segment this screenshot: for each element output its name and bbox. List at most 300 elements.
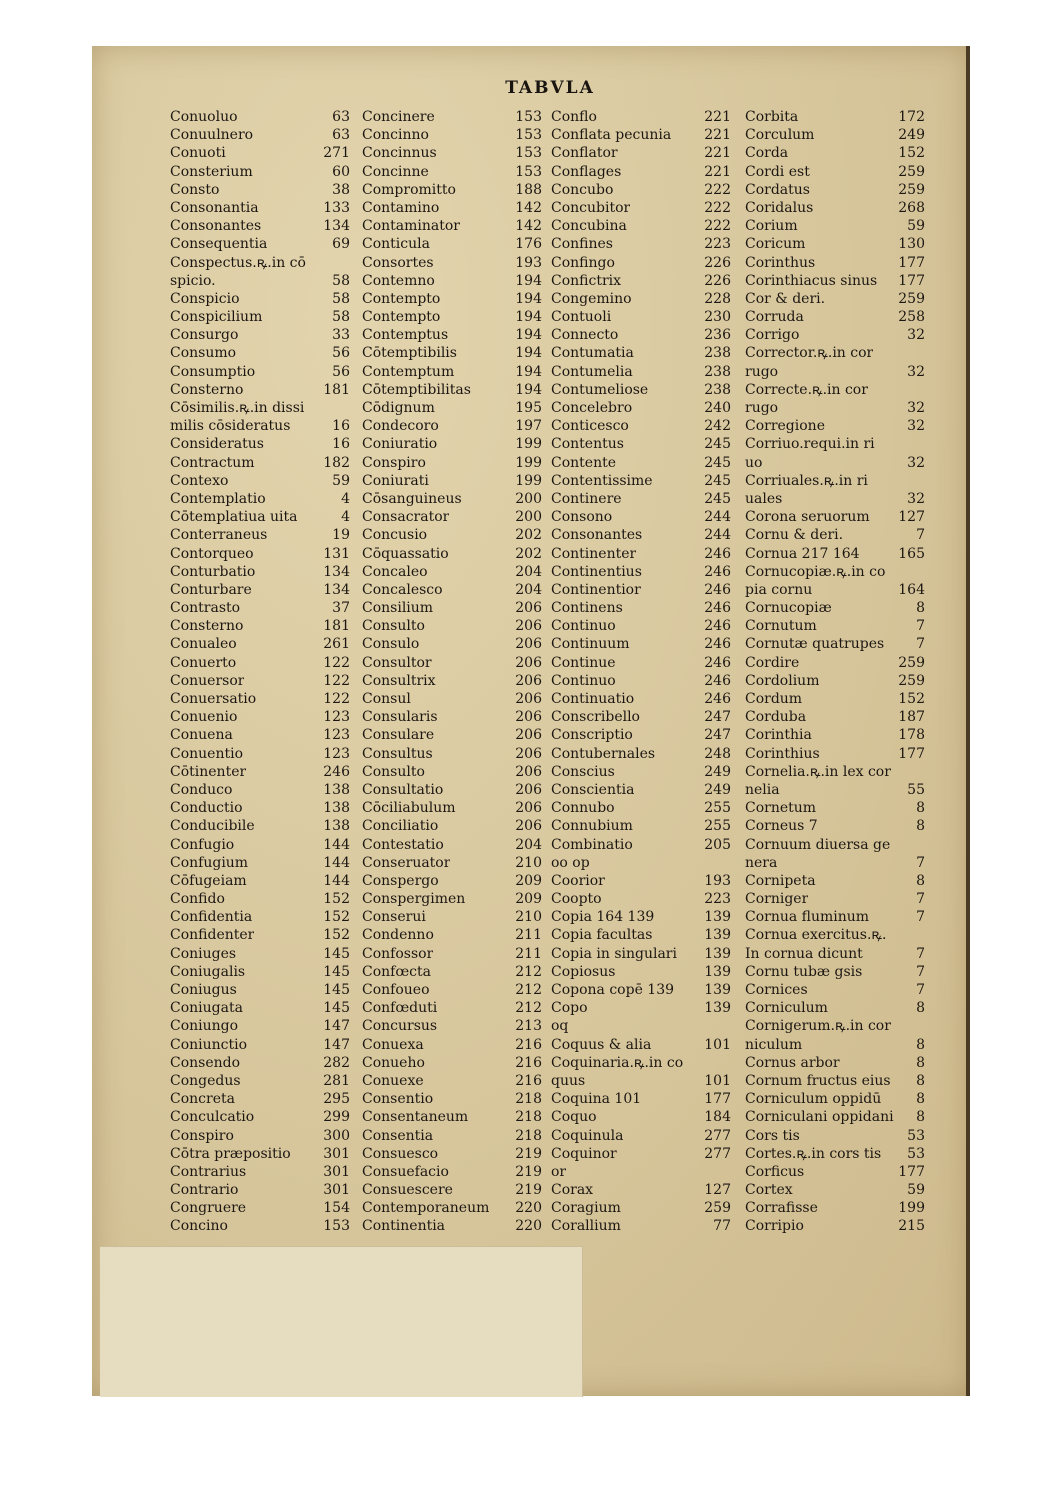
index-entry: [362, 726, 542, 744]
page-number: 56: [332, 345, 350, 362]
index-entry: [362, 745, 542, 763]
index-term: Corium: [745, 218, 798, 235]
index-entry: [362, 799, 542, 817]
index-term: pia cornu: [745, 581, 813, 598]
index-entry: [551, 799, 731, 817]
index-entry: [170, 963, 350, 981]
index-entry: [745, 417, 925, 435]
page-number: 33: [332, 327, 350, 344]
index-term: Consonantia: [170, 199, 259, 216]
index-entry: [745, 872, 925, 890]
page-number: 7: [916, 945, 925, 962]
index-entry: [170, 581, 350, 599]
page-number: 261: [323, 636, 350, 653]
page-number: 194: [515, 309, 542, 326]
index-entry: [362, 545, 542, 563]
page-number: 259: [898, 654, 925, 671]
page-number: 101: [704, 1072, 731, 1089]
page-number: 210: [515, 909, 542, 926]
page-number: 249: [704, 763, 731, 780]
index-entry: [745, 708, 925, 726]
page-number: 244: [704, 527, 731, 544]
index-entry: [745, 1072, 925, 1090]
index-term: Copia in singulari: [551, 945, 677, 962]
page-number: 59: [907, 1182, 925, 1199]
page-number: 77: [713, 1218, 731, 1235]
index-entry: [551, 635, 731, 653]
page-number: 69: [332, 236, 350, 253]
page-number: 4: [341, 490, 350, 507]
index-entry: [551, 308, 731, 326]
page-number: 245: [704, 472, 731, 489]
page-number: 228: [704, 290, 731, 307]
index-term: Corculum: [745, 127, 815, 144]
index-entry: [551, 290, 731, 308]
page-number: 206: [515, 727, 542, 744]
page-number: 204: [515, 836, 542, 853]
index-entry: [551, 1072, 731, 1090]
index-entry: [170, 1163, 350, 1181]
page-number: 32: [907, 490, 925, 507]
page-number: 122: [323, 672, 350, 689]
index-entry: [745, 108, 925, 126]
index-term: Conciliatio: [362, 818, 439, 835]
page-number: 37: [332, 600, 350, 617]
index-entry: [745, 490, 925, 508]
page-number: 122: [323, 691, 350, 707]
page-number: 8: [916, 1036, 925, 1053]
page-number: 60: [332, 163, 350, 180]
page-number: 216: [515, 1036, 542, 1053]
index-term: Corruda: [745, 309, 804, 326]
index-entry: [362, 235, 542, 253]
index-entry: [551, 108, 731, 126]
index-term: Contemno: [362, 272, 435, 289]
index-term: Concino: [170, 1218, 228, 1235]
index-term: Continenter: [551, 545, 637, 562]
index-entry: [745, 763, 925, 781]
page-number: 301: [323, 1163, 350, 1180]
page-number: 193: [515, 254, 542, 271]
index-term: Cornelia.ꝶ.in lex cor: [745, 763, 891, 780]
index-entry: [745, 545, 925, 563]
index-term: Conculcatio: [170, 1109, 255, 1126]
index-entry: [745, 726, 925, 744]
index-term: Copia 164 139: [551, 909, 655, 926]
index-entry: [551, 817, 731, 835]
index-term: Corinthiacus sinus: [745, 272, 878, 289]
paper-repair-patch: [100, 1246, 583, 1397]
index-entry: [170, 472, 350, 490]
page-number: 199: [515, 454, 542, 471]
index-entry: [170, 799, 350, 817]
index-entry: [745, 363, 925, 381]
index-term: Coquinor: [551, 1145, 617, 1162]
page-number: 255: [704, 800, 731, 817]
page-number: 8: [916, 1000, 925, 1017]
index-entry: [362, 144, 542, 162]
index-entry: [745, 326, 925, 344]
index-term: Coridalus: [745, 199, 814, 216]
page-number: 236: [704, 327, 731, 344]
index-entry: [170, 1217, 350, 1235]
index-term: Contentus: [551, 436, 624, 453]
page-number: 242: [704, 418, 731, 435]
index-entry: [551, 363, 731, 381]
index-term: Continentius: [551, 563, 642, 580]
page-number: 258: [898, 309, 925, 326]
index-term: Conscientia: [551, 781, 635, 798]
page-number: 222: [704, 181, 731, 198]
index-term: Corduba: [745, 709, 807, 726]
index-entry: [551, 926, 731, 944]
index-entry: [170, 526, 350, 544]
index-entry: [170, 381, 350, 399]
index-term: Conflator: [551, 145, 618, 162]
index-term: Coquina 101: [551, 1091, 642, 1108]
index-entry: [745, 199, 925, 217]
index-term: Consonantes: [551, 527, 643, 544]
page-number: 223: [704, 891, 731, 908]
index-entry: [170, 199, 350, 217]
index-term: Confingo: [551, 254, 615, 271]
index-entry: [745, 599, 925, 617]
index-entry: [362, 763, 542, 781]
index-entry: [745, 617, 925, 635]
index-term: Conuersatio: [170, 691, 257, 707]
page-number: 178: [898, 727, 925, 744]
page-number: 123: [323, 727, 350, 744]
index-term: Conduco: [170, 781, 233, 798]
index-term: Consterno: [170, 381, 244, 398]
index-entry: [362, 1181, 542, 1199]
page-number: 246: [704, 563, 731, 580]
page-number: 206: [515, 654, 542, 671]
page-number: 206: [515, 618, 542, 635]
page-number: 144: [323, 836, 350, 853]
index-term: Cōsanguineus: [362, 490, 462, 507]
index-entry: [745, 563, 925, 581]
index-entry: [745, 654, 925, 672]
index-entry: [551, 1145, 731, 1163]
page-number: 139: [704, 982, 731, 998]
page-number: 213: [515, 1018, 542, 1035]
page-number: 181: [323, 381, 350, 398]
index-term: Contumatia: [551, 345, 634, 362]
page-number: 53: [907, 1145, 925, 1162]
index-term: Consortes: [362, 254, 434, 271]
index-entry: [745, 745, 925, 763]
index-entry: [362, 563, 542, 581]
page-number: 8: [916, 1054, 925, 1071]
page-number: 154: [323, 1200, 350, 1217]
page-number: 58: [332, 309, 350, 326]
index-entry: [170, 417, 350, 435]
index-term: Compromitto: [362, 181, 456, 198]
index-entry: [551, 1181, 731, 1199]
index-entry: [551, 726, 731, 744]
page-number: 59: [332, 472, 350, 489]
index-entry: [551, 672, 731, 690]
index-term: Contrasto: [170, 600, 241, 617]
index-term: Conspergimen: [362, 891, 466, 908]
page-number: 247: [704, 709, 731, 726]
index-entry: [551, 144, 731, 162]
page-number: 247: [704, 727, 731, 744]
index-term: Connubium: [551, 818, 633, 835]
page-number: 259: [898, 181, 925, 198]
index-entry: [745, 435, 925, 453]
page-number: 221: [704, 163, 731, 180]
index-term: Congruere: [170, 1200, 247, 1217]
index-term: Consultrix: [362, 672, 436, 689]
index-term: Conturbare: [170, 581, 252, 598]
index-entry: [551, 1054, 731, 1072]
index-entry: [170, 235, 350, 253]
index-entry: [170, 272, 350, 290]
index-entry: [551, 1036, 731, 1054]
page-number: 172: [898, 109, 925, 125]
index-entry: [170, 435, 350, 453]
index-entry: [551, 945, 731, 963]
page-number: 194: [515, 290, 542, 307]
page-number: 63: [332, 109, 350, 125]
index-entry: [745, 272, 925, 290]
page-number: 58: [332, 290, 350, 307]
index-term: Coniuges: [170, 945, 237, 962]
index-term: Cornu tubæ gsis: [745, 963, 863, 980]
index-term: Combinatio: [551, 836, 633, 853]
page-number: 219: [515, 1163, 542, 1180]
index-term: Consumptio: [170, 363, 256, 380]
index-term: Consterno: [170, 618, 244, 635]
page-edge: [966, 46, 970, 1396]
page-number: 206: [515, 600, 542, 617]
index-entry: [745, 1108, 925, 1126]
index-term: Contumelia: [551, 363, 633, 380]
index-term: Congedus: [170, 1072, 241, 1089]
index-entry: [362, 454, 542, 472]
index-entry: [745, 1036, 925, 1054]
index-entry: [170, 1145, 350, 1163]
index-term: Continuo: [551, 672, 616, 689]
page-number: 222: [704, 218, 731, 235]
index-entry: [362, 690, 542, 708]
index-entry: [170, 745, 350, 763]
index-term: Conspicio: [170, 290, 240, 307]
index-term: Cordolium: [745, 672, 820, 689]
index-term: milis cōsideratus: [170, 418, 291, 435]
index-entry: [170, 1036, 350, 1054]
index-term: Cornucopiæ: [745, 600, 832, 617]
index-entry: [170, 126, 350, 144]
page-number: 182: [323, 454, 350, 471]
page-number: 240: [704, 400, 731, 416]
index-entry: [362, 963, 542, 981]
page-number: 245: [704, 454, 731, 471]
index-entry: [170, 454, 350, 472]
page-number: 238: [704, 363, 731, 380]
index-term: Consterium: [170, 163, 253, 180]
index-entry: [170, 872, 350, 890]
page-number: 246: [704, 654, 731, 671]
index-term: Consacrator: [362, 509, 450, 526]
page-number: 177: [898, 745, 925, 762]
index-entry: [170, 1072, 350, 1090]
index-term: Confœduti: [362, 1000, 438, 1017]
page-number: 133: [323, 199, 350, 216]
index-term: Concursus: [362, 1018, 438, 1035]
page-number: 138: [323, 818, 350, 835]
index-entry: [362, 399, 542, 417]
index-term: Cornucopiæ.ꝶ.in co: [745, 563, 886, 580]
index-term: or: [551, 1163, 567, 1180]
index-entry: [551, 908, 731, 926]
index-term: Cornua 217 164: [745, 545, 860, 562]
index-entry: [362, 108, 542, 126]
index-term: Consultus: [362, 745, 433, 762]
index-term: Conflata pecunia: [551, 127, 672, 144]
index-entry: [170, 1054, 350, 1072]
page-number: 16: [332, 418, 350, 435]
index-term: Consto: [170, 181, 220, 198]
index-entry: [745, 581, 925, 599]
index-term: niculum: [745, 1036, 803, 1053]
index-term: nera: [745, 854, 778, 871]
page-number: 219: [515, 1145, 542, 1162]
index-term: Cornus arbor: [745, 1054, 840, 1071]
index-entry: [362, 1036, 542, 1054]
index-term: oo op: [551, 854, 590, 871]
index-entry: [170, 635, 350, 653]
index-column-1: [170, 108, 350, 1236]
index-entry: [745, 144, 925, 162]
index-term: Conticesco: [551, 418, 629, 435]
page-number: 202: [515, 527, 542, 544]
index-term: Coquo: [551, 1109, 597, 1126]
page-number: 153: [323, 1218, 350, 1235]
index-entry: [362, 508, 542, 526]
index-entry: [551, 1163, 731, 1181]
index-entry: [745, 290, 925, 308]
index-entry: [170, 690, 350, 708]
index-entry: [551, 654, 731, 672]
index-term: Correcte.ꝶ.in cor: [745, 381, 868, 398]
index-term: Corriuo.requi.in ri: [745, 436, 875, 453]
index-entry: [745, 1217, 925, 1235]
index-term: Consequentia: [170, 236, 268, 253]
index-term: Consul: [362, 691, 411, 707]
index-term: Cordire: [745, 654, 800, 671]
index-term: Conscius: [551, 763, 615, 780]
page-number: 32: [907, 400, 925, 416]
index-entry: [551, 163, 731, 181]
page-number: 152: [323, 927, 350, 944]
index-entry: [170, 399, 350, 417]
index-entry: [362, 1017, 542, 1035]
index-entry: [551, 272, 731, 290]
index-entry: [551, 490, 731, 508]
page-number: 238: [704, 381, 731, 398]
index-term: Coniungo: [170, 1018, 239, 1035]
page-number: 134: [323, 581, 350, 598]
page-number: 200: [515, 509, 542, 526]
index-term: quus: [551, 1072, 586, 1089]
page-number: 194: [515, 345, 542, 362]
index-term: Corniculum oppidū: [745, 1091, 882, 1108]
index-entry: [745, 963, 925, 981]
index-entry: [745, 1145, 925, 1163]
index-term: Corniger: [745, 891, 809, 908]
page-number: 206: [515, 745, 542, 762]
index-entry: [551, 417, 731, 435]
index-term: Conuoluo: [170, 109, 238, 125]
page-number: 147: [323, 1018, 350, 1035]
page-number: 7: [916, 909, 925, 926]
index-entry: [362, 344, 542, 362]
index-column-4: [745, 108, 925, 1236]
index-term: Consentia: [362, 1127, 434, 1144]
index-entry: [362, 817, 542, 835]
index-term: Conuexa: [362, 1036, 424, 1053]
index-term: Continentior: [551, 581, 641, 598]
page-number: 246: [704, 672, 731, 689]
index-entry: [745, 945, 925, 963]
page-number: 8: [916, 1072, 925, 1089]
index-entry: [551, 472, 731, 490]
page-number: 301: [323, 1182, 350, 1199]
index-term: Concubo: [551, 181, 614, 198]
page-number: 216: [515, 1072, 542, 1089]
index-entry: [170, 290, 350, 308]
page-number: 8: [916, 818, 925, 835]
index-entry: [745, 1163, 925, 1181]
index-term: Contemplatio: [170, 490, 266, 507]
index-term: Conuersor: [170, 672, 245, 689]
index-term: Cornetum: [745, 800, 817, 817]
index-term: Coniuratio: [362, 436, 438, 453]
index-term: Cornices: [745, 982, 808, 998]
index-entry: [551, 254, 731, 272]
index-term: Confidentia: [170, 909, 253, 926]
page-number: 177: [898, 272, 925, 289]
page-number: 142: [515, 199, 542, 216]
index-entry: [745, 308, 925, 326]
index-term: Contamino: [362, 199, 440, 216]
index-term: Confidenter: [170, 927, 255, 944]
page-number: 226: [704, 272, 731, 289]
index-term: Cōdignum: [362, 400, 435, 416]
index-entry: [551, 690, 731, 708]
page-number: 153: [515, 127, 542, 144]
index-term: Corax: [551, 1182, 594, 1199]
index-term: Corrafisse: [745, 1200, 818, 1217]
index-entry: [551, 563, 731, 581]
index-term: Conterraneus: [170, 527, 268, 544]
page-number: 277: [704, 1145, 731, 1162]
page-number: 177: [898, 1163, 925, 1180]
page-number: 145: [323, 963, 350, 980]
page-number: 153: [515, 163, 542, 180]
index-term: nelia: [745, 781, 780, 798]
index-entry: [170, 181, 350, 199]
index-entry: [745, 472, 925, 490]
index-entry: [362, 1054, 542, 1072]
index-entry: [170, 508, 350, 526]
index-term: Coorior: [551, 872, 605, 889]
index-term: Coquinula: [551, 1127, 624, 1144]
index-term: Concinnus: [362, 145, 437, 162]
